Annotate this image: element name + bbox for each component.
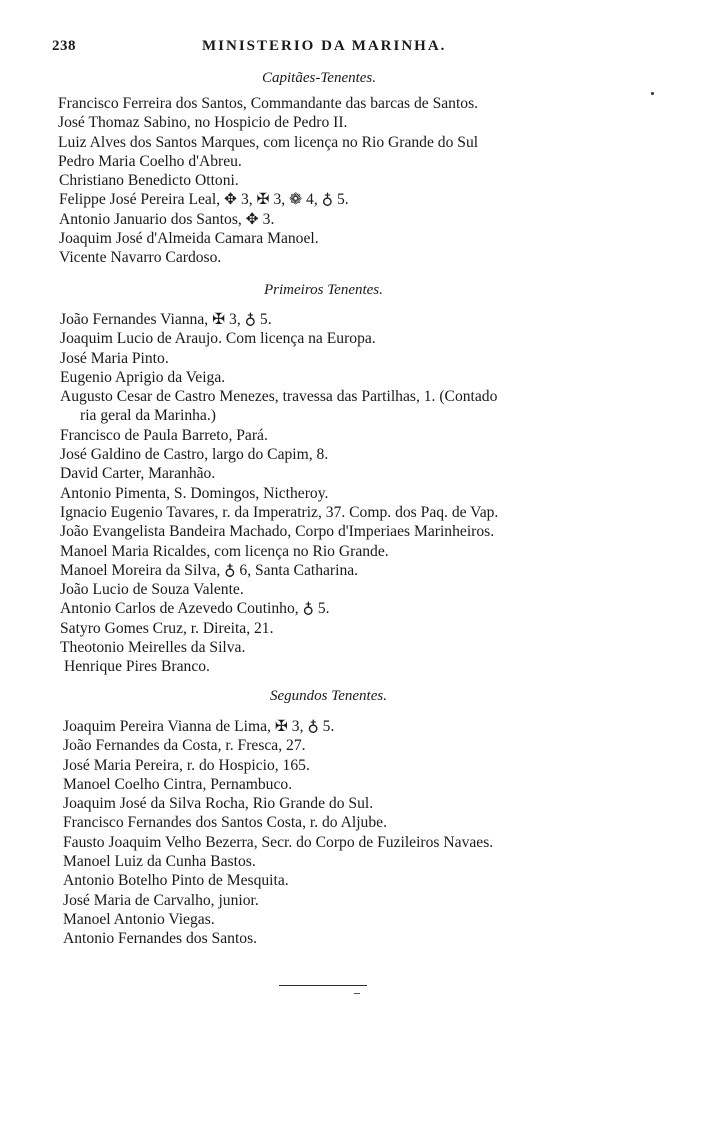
list-item: Antonio Carlos de Azevedo Coutinho, ♁ 5. [60, 600, 330, 618]
list-item: Ignacio Eugenio Tavares, r. da Imperatriz, 37. Comp. dos Paq. de Vap. [60, 503, 499, 521]
margin-dot [651, 92, 654, 95]
list-segundos [0, 717, 725, 949]
running-title: MINISTERIO DA MARINHA. [202, 38, 447, 54]
list-item: João Fernandes Vianna, ✠ 3, ♁ 5. [60, 311, 272, 328]
list-item: Joaquim José da Silva Rocha, Rio Grande do Sul. [63, 795, 374, 813]
list-item: Fausto Joaquim Velho Bezerra, Secr. do Corpo de Fuzileiros Navaes. [63, 833, 494, 851]
list-item: Manoel Coelho Cintra, Pernambuco. [63, 775, 293, 793]
list-item: Joaquim Pereira Vianna de Lima, ✠ 3, ♁ 5. [63, 718, 335, 735]
list-item: José Maria Pinto. [60, 349, 169, 367]
list-item: Antonio Botelho Pinto de Mesquita. [63, 872, 289, 890]
closing-rule [279, 985, 367, 986]
section-heading-segundos: Segundos Tenentes. [270, 688, 387, 704]
list-item: Theotonio Meirelles da Silva. [60, 639, 246, 657]
list-item: João Lucio de Souza Valente. [60, 581, 244, 599]
list-item: José Thomaz Sabino, no Hospicio de Pedro II. [58, 114, 348, 132]
list-item: Antonio Pimenta, S. Domingos, Nictheroy. [60, 484, 329, 502]
list-item: Antonio Fernandes dos Santos. [63, 930, 258, 948]
list-item: João Evangelista Bandeira Machado, Corpo d'Imperiaes Marinheiros. [60, 523, 495, 541]
list-item: José Maria de Carvalho, junior. [63, 891, 259, 909]
rule-mark [354, 993, 360, 994]
list-item-continuation: ria geral da Marinha.) [80, 407, 216, 425]
list-item: Christiano Benedicto Ottoni. [59, 172, 239, 190]
list-item: Francisco Ferreira dos Santos, Commandante das barcas de Santos. [58, 95, 479, 112]
list-item: João Fernandes da Costa, r. Fresca, 27. [63, 737, 306, 755]
list-primeiros [0, 310, 725, 677]
list-item: Pedro Maria Coelho d'Abreu. [58, 152, 242, 170]
running-head [52, 38, 492, 60]
list-item: Manoel Luiz da Cunha Bastos. [63, 853, 256, 871]
page-number: 238 [52, 38, 76, 54]
list-item: José Maria Pereira, r. do Hospicio, 165. [63, 756, 310, 774]
list-item: Eugenio Aprigio da Veiga. [60, 368, 226, 386]
list-item: Vicente Navarro Cardoso. [59, 249, 222, 267]
list-item: Manoel Antonio Viegas. [63, 910, 215, 928]
list-item: Felippe José Pereira Leal, ✥ 3, ✠ 3, ❁ 4, ♁ 5. [59, 191, 349, 209]
section-heading-capitaes: Capitães-Tenentes. [262, 70, 377, 86]
list-item: Henrique Pires Branco. [64, 658, 210, 676]
list-item: David Carter, Maranhão. [60, 465, 216, 483]
list-item: Antonio Januario dos Santos, ✥ 3. [59, 210, 275, 228]
list-capitaes [0, 94, 725, 268]
list-item: Francisco Fernandes dos Santos Costa, r. do Aljube. [63, 814, 387, 832]
section-heading-primeiros: Primeiros Tenentes. [264, 282, 383, 298]
list-item: Manoel Moreira da Silva, ♁ 6, Santa Catharina. [60, 561, 359, 579]
list-item: Satyro Gomes Cruz, r. Direita, 21. [60, 619, 274, 637]
list-item: Joaquim Lucio de Araujo. Com licença na Europa. [60, 330, 376, 348]
list-item: José Galdino de Castro, largo do Capim, 8. [60, 446, 329, 464]
list-item: Joaquim José d'Almeida Camara Manoel. [59, 230, 319, 248]
list-item: Manoel Maria Ricaldes, com licença no Rio Grande. [60, 542, 389, 560]
list-item: Luiz Alves dos Santos Marques, com licença no Rio Grande do Sul [58, 133, 479, 151]
list-item: Augusto Cesar de Castro Menezes, travessa das Partilhas, 1. (Contado [60, 388, 498, 406]
list-item: Francisco de Paula Barreto, Pará. [60, 426, 268, 444]
